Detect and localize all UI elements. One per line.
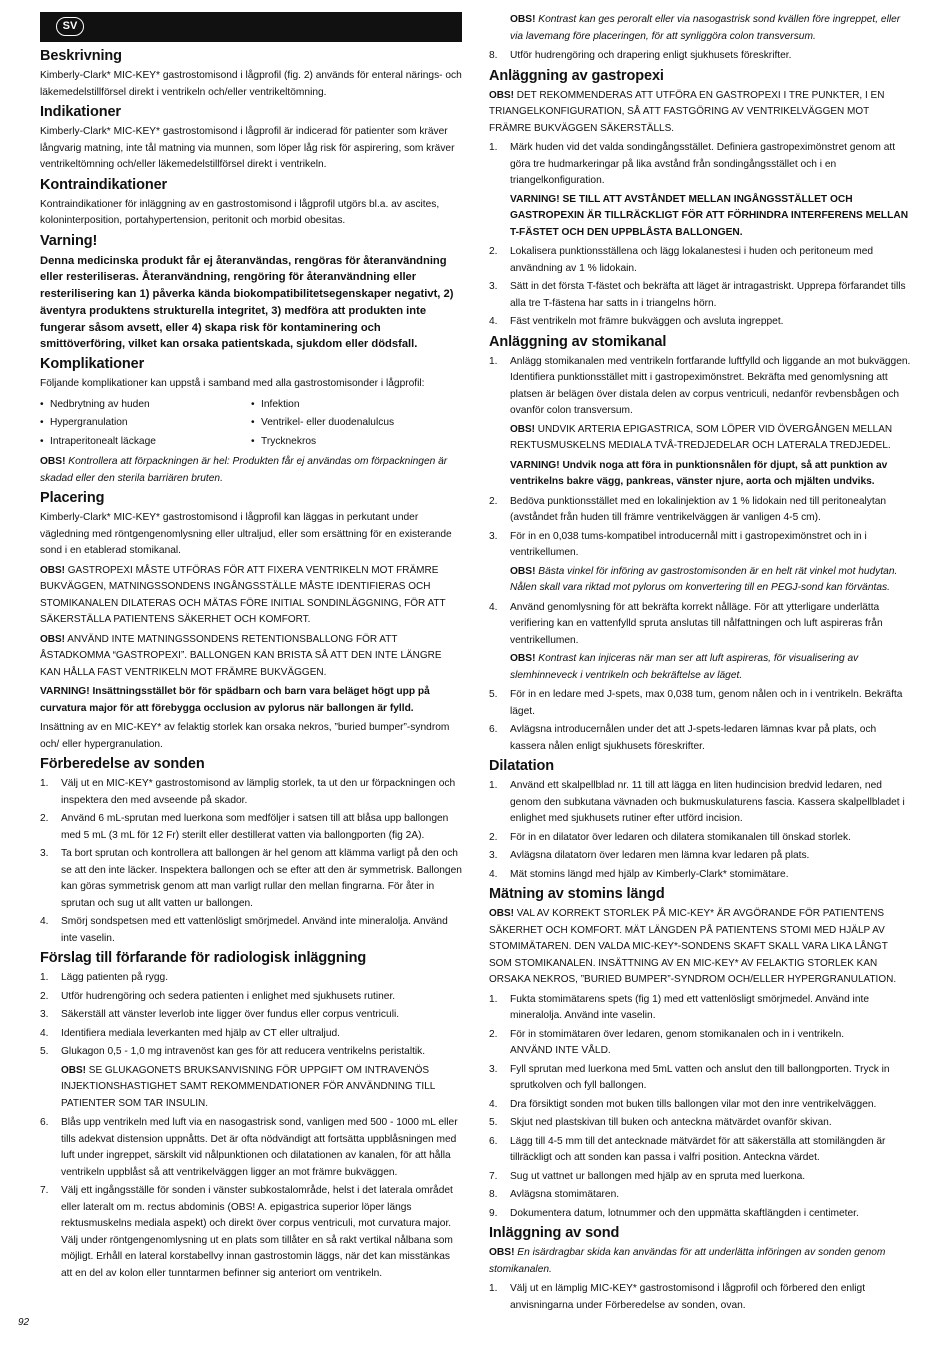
stomikanal-warning: VARNING! Undvik noga att föra in punktionsnålen för djupt, så att punktion av ventrikelns bakre vägg, pankreas, vänster njure, aorta och mjälten undviks. <box>510 459 888 487</box>
heading-forberedelse: Förberedelse av sonden <box>40 756 205 773</box>
page-number: 92 <box>18 1317 30 1328</box>
list-item: 3. Fyll sprutan med luerkona med 5mL vatten och anslut den till ballongporten. Tryck in sprutkolven och fyll ballongen. <box>489 1063 890 1091</box>
inlaggning-list <box>489 1281 913 1314</box>
radiologisk-obs: OBS! SE GLUKAGONETS BRUKSANVISNING FÖR UPPGIFT OM INTRAVENÖS INJEKTIONSHASTIGHET SAMT REKOMMENDATIONER FÖR ANVÄNDNING TILL PATIENTER SOM TAR INSULIN. <box>61 1064 435 1109</box>
list-item: 1. Välj ut en lämplig MIC-KEY* gastrostomisond i lågprofil och förbered den enligt anvisningarna under Förberedelse av sonden, ovan. <box>489 1283 866 1311</box>
beskrivning-text: Kimberly-Clark* MIC-KEY* gastrostomisond i lågprofil (fig. 2) används för enteral närings- och läkemedelstillförsel direkt i ventrikeln och/eller ventrikeltömning. <box>40 70 462 98</box>
radiologisk-list <box>40 970 462 1282</box>
heading-komplikationer: Komplikationer <box>40 356 145 373</box>
dilatation-list <box>489 778 913 883</box>
komplikationer-obs: OBS! Kontrollera att förpackningen är hel: Produkten får ej användas om förpackningen är skadad eller den sterila barriären bruten. <box>40 456 448 484</box>
heading-placering: Placering <box>40 490 105 507</box>
placering-obs-2: OBS! ANVÄND INTE MATNINGSSONDENS RETENTIONSBALLONG FÖR ATT ÅSTADKOMMA “GASTROPEXI”. BALLONGEN KAN BRISTA SÅ ATT DEN INTE LÄNGRE KAN HÅLLA FAST VENTRIKELN MOT FRÄMRE BUKVÄGGEN. <box>40 633 442 678</box>
right-column <box>489 12 913 1317</box>
contrast-obs-block <box>489 12 913 45</box>
list-item: 4. Mät stomins längd med hjälp av Kimberly-Clark* stomimätare. <box>489 868 789 880</box>
list-item: 8. Utför hudrengöring och drapering enligt sjukhusets föreskrifter. <box>489 50 792 61</box>
list-item: • Hypergranulation <box>40 414 251 433</box>
placering-text: Kimberly-Clark* MIC-KEY* gastrostomisond i lågprofil kan läggas in perkutant under vägledning med röntgengenomlysning eller ultraljud, eller som ersättning för en existerande sond i en etablerad stomikanal. <box>40 512 452 557</box>
list-item: 3. Sätt in det första T-fästet och bekräfta att läget är intragastriskt. Upprepa förfarandet tills alla tre T-fästena har satts in i triangelns hörn. <box>489 281 906 309</box>
list-item: 4. Identifiera mediala leverkanten med hjälp av CT eller ultraljud. <box>40 1027 340 1039</box>
varning-text: Denna medicinska produkt får ej återanvändas, rengöras för återanvändning eller resteriliseras. Återanvändning, rengöring för återanvändning eller resterilisering kan 1) påverka kända biokompatibilitetsegenskaper negativt, 2) äventyra produktens strukturella integritet, 3) medföra att produkten inte fungerar såsom avsett, eller 4) skapa risk för kontaminering och smittöverföring, vilket kan orsaka patientskada, sjukdom eller dödsfall. <box>40 254 454 351</box>
list-item: 4. Använd genomlysning för att bekräfta korrekt nålläge. För att ytterligare underlätta verifiering kan en vattenfylld spruta anslutas till nålfattningen och luft aspireras från ventrikellumen. OBS! Kontrast kan injiceras när man ser att luft aspireras, för visualisering av slemhinneveck i ventrikeln och bekräftelse av läget. <box>489 600 913 685</box>
heading-matning: Mätning av stomins längd <box>489 886 665 902</box>
list-item: 3. Ta bort sprutan och kontrollera att ballongen är hel genom att klämma varligt på den och se att den inte läcker. Inspektera ballongen och se efter att den är symmetrisk. Ballongen kan göras symmetrisk genom att man varligt rullar den mellan fingrarna. För åter in sprutan och sug ut allt vatten ur ballongen. <box>40 848 462 909</box>
list-item: 5. För in en ledare med J-spets, max 0,038 tum, genom nålen och in i ventrikeln. Bekräfta läget. <box>489 689 903 717</box>
list-item: 5. Glukagon 0,5 - 1,0 mg intravenöst kan ges för att reducera ventrikelns peristaltik. OBS! SE GLUKAGONETS BRUKSANVISNING FÖR UPPGIFT OM INTRAVENÖS INJEKTIONSHASTIGHET SAMT REKOMMENDATIONER FÖR ANVÄNDNING TILL PATIENTER SOM TAR INSULIN. <box>40 1044 462 1112</box>
forberedelse-list <box>40 776 462 947</box>
list-item: 3. Säkerställ att vänster leverlob inte ligger över fundus eller corpus ventriculi. <box>40 1009 400 1021</box>
inlaggning-obs: OBS! En isärdragbar skida kan användas för att underlätta införingen av sonden genom stomikanalen. <box>489 1247 886 1275</box>
heading-inlaggning: Inläggning av sond <box>489 1225 620 1241</box>
list-item: • Infektion <box>251 396 462 415</box>
kontraindikationer-text: Kontraindikationer för inläggning av en gastrostomisond i lågprofil utgörs bl.a. av ascites, koloninterposition, portahypertension, peritonit och morbid obesitas. <box>40 198 440 226</box>
placering-text-2: Insättning av en MIC-KEY* av felaktig storlek kan orsaka nekros, ”buried bumper”-syndrom och/ eller hypergranulation. <box>40 722 450 750</box>
heading-gastropexi: Anläggning av gastropexi <box>489 67 664 84</box>
list-item: 1. Välj ut en MIC-KEY* gastrostomisond av lämplig storlek, ta ut den ur förpackningen och inspektera den med avseende på skador. <box>40 778 456 806</box>
heading-dilatation: Dilatation <box>489 758 555 774</box>
matning-list <box>489 992 913 1223</box>
komplikationer-list <box>40 396 462 452</box>
left-column <box>40 12 462 1285</box>
stomikanal-angle-obs: OBS! Bästa vinkel för införing av gastrostomisonden är en helt rät vinkel mot hudytan. Nålen skall vara riktad mot pylorus om konvertering till en PEGJ-sond kan förväntas. <box>510 565 898 593</box>
gastropexi-warning: VARNING! SE TILL ATT AVSTÅNDET MELLAN INGÅNGSSTÄLLET OCH GASTROPEXIN ÄR TILLRÄCKLIGT FÖR ATT FÖRHINDRA INTERFERENS MELLAN T-FÄSTET OCH DEN UPPBLÅSTA BALLONGEN. <box>510 193 909 238</box>
heading-radiologisk: Förslag till förfarande för radiologisk inläggning <box>40 950 367 967</box>
list-item: 2. Bedöva punktionsstället med en lokalinjektion av 1 % lidokain ned till peritonealytan (avståndet från huden till främre ventrikelväggen är vanligen 4-5 cm). <box>489 495 887 523</box>
heading-beskrivning: Beskrivning <box>40 48 122 64</box>
list-item: 3. Avlägsna dilatatorn över ledaren men lämna kvar ledaren på plats. <box>489 850 810 861</box>
list-item: 1. Fukta stomimätarens spets (fig 1) med ett vattenlösligt smörjmedel. Använd inte mineralolja. Använd inte vaselin. <box>489 993 869 1021</box>
placering-warning: VARNING! Insättningsstället bör för spädbarn och barn vara beläget högt upp på curvatura major för att förebygga occlusion av pylorus när ballongen är fylld. <box>40 686 430 714</box>
indikationer-text: Kimberly-Clark* MIC-KEY* gastrostomisond i lågprofil är indicerad för patienter som kräver långvarig matning, inte tål matning via munnen, som löper låg risk för aspirering, som kräver ventrikeltömning och/eller läkemedelstillförsel direkt i ventrikeln. <box>40 126 455 170</box>
list-item: 3. För in en 0,038 tums-kompatibel introducernål mitt i gastropeximönstret och in i ventrikellumen. OBS! Bästa vinkel för införing av gastrostomisonden är en helt rät vinkel mot hudytan. Nålen skall vara riktad mot pylorus om konvertering till en PEGJ-sond kan förväntas. <box>489 529 913 597</box>
list-item: 2. För in en dilatator över ledaren och dilatera stomikanalen till önskad storlek. <box>489 831 851 843</box>
heading-varning: Varning! <box>40 232 98 249</box>
gastropexi-list <box>489 140 913 331</box>
stomikanal-contrast-obs: OBS! Kontrast kan injiceras när man ser att luft aspireras, för visualisering av slemhinneveck i ventrikeln och bekräftelse av läget. <box>510 653 859 681</box>
list-item: 2. För in stomimätaren över ledaren, genom stomikanalen och in i ventrikeln. ANVÄND INTE VÅLD. <box>489 1027 913 1060</box>
list-item: • Intraperitonealt läckage <box>40 433 251 452</box>
list-item: • Trycknekros <box>251 433 462 452</box>
list-item: • Nedbrytning av huden <box>40 396 251 415</box>
list-item: 1. Märk huden vid det valda sondingångsstället. Definiera gastropeximönstret genom att göra tre hudmarkeringar på lika avstånd från sondingångsstället och i en triangelkonfiguration. VARNING! SE TILL ATT AVSTÅNDET MELLAN INGÅNGSSTÄLLET OCH GASTROPEXIN ÄR TILLRÄCKLIGT FÖR ATT FÖRHINDRA INTERFERENS MELLAN T-FÄSTET OCH DEN UPPBLÅSTA BALLONGEN. <box>489 140 913 241</box>
list-item: 6. Lägg till 4-5 mm till det antecknade mätvärdet för att säkerställa att stomilängden är tillräckligt och att sonden kan passa i valfri position. Anteckna värdet. <box>489 1135 886 1163</box>
list-item: 1. Lägg patienten på rygg. <box>40 972 169 984</box>
gastropexi-obs: OBS! DET REKOMMENDERAS ATT UTFÖRA EN GASTROPEXI I TRE PUNKTER, I EN TRIANGELKONFIGURATION, SÅ ATT FASTGÖRING AV VENTRIKELVÄGGEN MOT FRÄMRE BUKVÄGGEN SÄKERSTÄLLS. <box>489 89 885 134</box>
contrast-obs: OBS! Kontrast kan ges peroralt eller via nasogastrisk sond kvällen före ingreppet, eller via lavemang före placeringen, för att synliggöra colon transversum. <box>510 14 901 42</box>
heading-kontraindikationer: Kontraindikationer <box>40 176 168 193</box>
list-item: 5. Skjut ned plastskivan till buken och anteckna mätvärdet ovanför skivan. <box>489 1117 832 1128</box>
heading-stomikanal: Anläggning av stomikanal <box>489 333 667 350</box>
language-badge: SV <box>56 17 84 36</box>
list-item: 4. Smörj sondspetsen med ett vattenlösligt smörjmedel. Använd inte mineralolja. Använd inte vaselin. <box>40 916 448 944</box>
komplikationer-intro: Följande komplikationer kan uppstå i samband med alla gastrostomisonder i lågprofil: <box>40 378 425 390</box>
list-item: 4. Dra försiktigt sonden mot buken tills ballongen vilar mot den inre ventrikelväggen. <box>489 1098 877 1110</box>
stomikanal-list <box>489 354 913 756</box>
placering-obs-1: OBS! GASTROPEXI MÅSTE UTFÖRAS FÖR ATT FIXERA VENTRIKELN MOT FRÄMRE BUKVÄGGEN, MATNINGSSONDENS INGÅNGSSTÄLLE MÅSTE IDENTIFIERAS OCH STOMIKANALEN DILATERAS OCH MÄTAS FÖRE INITIAL SONDINLÄGGNING, FÖR ATT SÄKERSTÄLLA PATIENTENS SÄKERHET OCH KOMFORT. <box>40 564 446 626</box>
list-item: 4. Fäst ventrikeln mot främre bukväggen och avsluta ingreppet. <box>489 316 784 327</box>
list-item: 6. Blås upp ventrikeln med luft via en nasogastrisk sond, vanligen med 500 - 1000 mL eller tills adekvat distension uppnåtts. Det är ofta nödvändigt att fortsätta uppblåsningen med luft under ingreppet, särskilt vid nålpunktionen och dilatationen av kanalen, för att hålla ventrikeln uppblåst så att ventrikelväggen ligger an mot främre bukväggen. <box>40 1117 458 1178</box>
list-item: 1. Använd ett skalpellblad nr. 11 till att lägga en liten hudincision bredvid ledaren, ned genom den subkutana vävnaden och bukmuskulaturens fascia. Kassera skalpellbladet i enlighet med sjukhusets rutiner efter utförd incision. <box>489 780 905 824</box>
list-item: 1. Anlägg stomikanalen med ventrikeln fortfarande luftfylld och liggande an mot bukväggen. Identifiera punktionsstället mitt i gastropeximönstret. Bekräfta med genomlysning att platsen är belägen över distala delen av corpus ventriculi, nedanför revbensbågen och ovanför colon transversum. OBS! UNDVIK ARTERIA EPIGASTRICA, SOM LÖPER VID ÖVERGÅNGEN MELLAN REKTUSMUSKELNS MEDIALA TVÅ-TREDJEDELAR OCH LATERALA TREDJEDEL. VARNING! Undvik noga att föra in punktionsnålen för djupt, så att punktion av ventrikelns bakre vägg, pankreas, vänster njure, aorta och mjälten undviks. <box>489 354 913 491</box>
language-header-bar <box>40 12 462 42</box>
list-item: 7. Sug ut vattnet ur ballongen med hjälp av en spruta med luerkona. <box>489 1170 806 1182</box>
list-item: 8. Avlägsna stomimätaren. <box>489 1189 620 1200</box>
matning-item2-sub: ANVÄND INTE VÅLD. <box>510 1045 611 1056</box>
heading-indikationer: Indikationer <box>40 104 121 120</box>
list-item: 6. Avlägsna introducernålen under det att J-spets-ledaren lämnas kvar på plats, och kassera nålen enligt sjukhusets föreskrifter. <box>489 724 877 752</box>
list-item: 2. Använd 6 mL-sprutan med luerkona som medföljer i satsen till att blåsa upp ballongen med 5 mL (3 mL för 12 Fr) sterilt eller destillerat vatten via ballongporten (fig 2A). <box>40 813 449 841</box>
list-item: 7. Välj ett ingångsställe för sonden i vänster subkostalområde, helst i det laterala området eller lateralt om m. rectus abdominis (OBS! A. epigastrica superior löper längs rektusmuskelns mediala aspekt) och direkt över corpus ventriculi, mot curvatura major. Välj under röntgengenomlysning ut en plats som tillåter en så rakt vertikal nålbana som möjligt. Erhåll en lateral korstabellvy innan gastrostomin läggs, när det kan misstänkas att en del av kolon eller tunntarmen befinner sig anteriort om ventrikeln. <box>40 1185 453 1279</box>
radiologisk-list-continued <box>489 48 913 65</box>
list-item: 2. Utför hudrengöring och sedera patienten i enlighet med sjukhusets rutiner. <box>40 990 396 1002</box>
list-item: 2. Lokalisera punktionsställena och lägg lokalanestesi i huden och peritoneum med användning av 1 % lidokain. <box>489 246 874 274</box>
matning-obs: OBS! VAL AV KORREKT STORLEK PÅ MIC-KEY* ÄR AVGÖRANDE FÖR PATIENTENS SÄKERHET OCH KOMFORT. MÄT LÄNGDEN PÅ PATIENTENS STOMI MED HJÄLP AV STOMIMÄTAREN. DEN VALDA MIC-KEY*-SONDENS SKAFT SKALL VARA LIKA LÅNGT SOM STOMIKANALEN. INSÄTTNING AV EN MIC-KEY* AV FELAKTIG STORLEK KAN ORSAKA NEKROS, ”BURIED BUMPER”-SYNDROM OCH/ELLER HYPERGRANULATION. <box>489 908 897 985</box>
stomikanal-obs: OBS! UNDVIK ARTERIA EPIGASTRICA, SOM LÖPER VID ÖVERGÅNGEN MELLAN REKTUSMUSKELNS MEDIALA TVÅ-TREDJEDELAR OCH LATERALA TREDJEDEL. <box>510 423 893 451</box>
list-item: • Ventrikel- eller duodenalulcus <box>251 414 462 433</box>
list-item: 9. Dokumentera datum, lotnummer och den uppmätta skaftlängden i centimeter. <box>489 1207 859 1219</box>
